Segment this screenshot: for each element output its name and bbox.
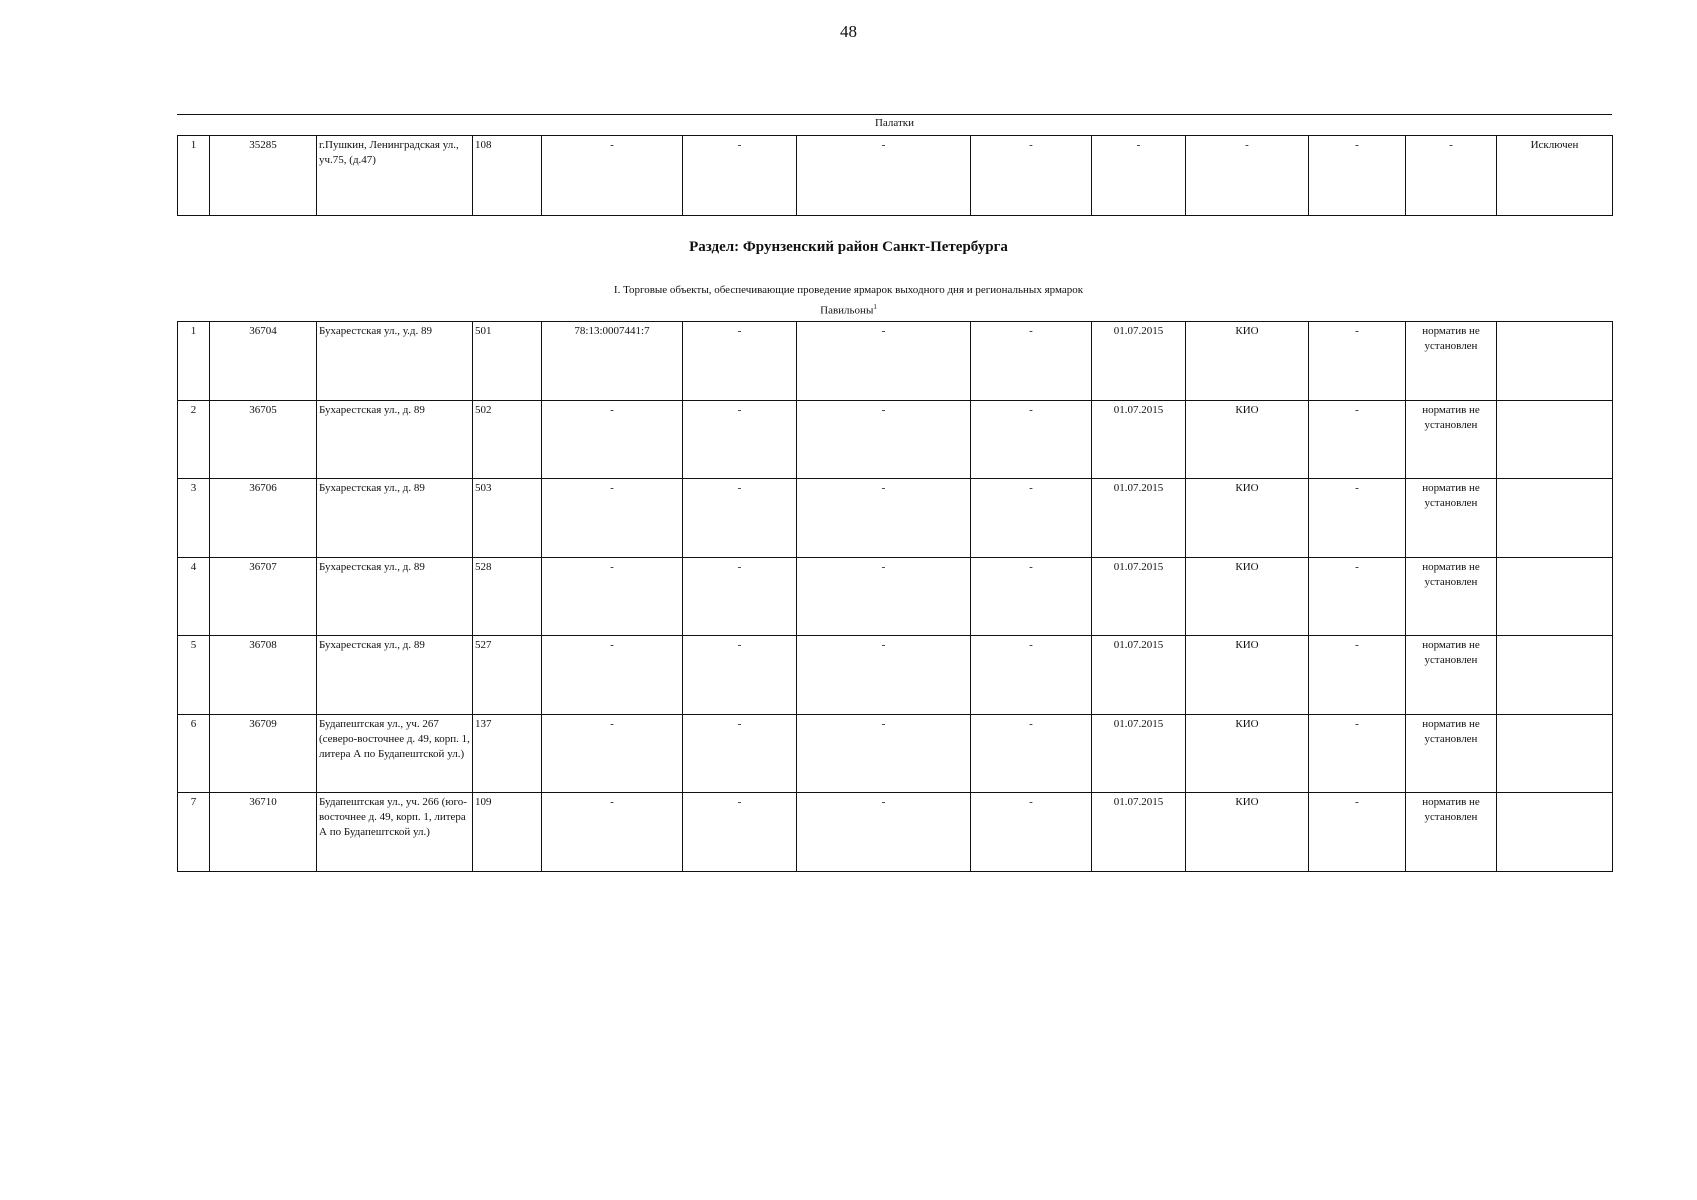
owner-cell: КИО (1186, 793, 1309, 872)
pavilions-label: Павильоны (820, 304, 874, 317)
cell-col6-cell: - (683, 400, 797, 479)
norm-cell: норматив не установлен (1406, 714, 1497, 793)
cadastral-number-cell: - (542, 400, 683, 479)
owner-cell: КИО (1186, 636, 1309, 715)
norm-cell: норматив не установлен (1406, 322, 1497, 401)
norm-cell: норматив не установлен (1406, 400, 1497, 479)
object-id-cell: 36705 (210, 400, 317, 479)
row-number-cell: 2 (178, 400, 210, 479)
cell-col7-cell: - (797, 793, 971, 872)
cell-col6-cell: - (683, 479, 797, 558)
cell-col8-cell: - (971, 136, 1092, 216)
cadastral-number-cell: - (542, 793, 683, 872)
owner-cell: КИО (1186, 322, 1309, 401)
cadastral-number-cell: - (542, 479, 683, 558)
address-cell: Бухарестская ул., у.д. 89 (317, 322, 473, 401)
cell-col8-cell: - (971, 557, 1092, 636)
note-cell (1497, 322, 1613, 401)
cell-col11-cell: - (1309, 479, 1406, 558)
note-cell (1497, 400, 1613, 479)
table-row (178, 636, 1613, 715)
cell-col8-cell: - (971, 400, 1092, 479)
cell-col7-cell: - (797, 136, 971, 216)
owner-cell: - (1186, 136, 1309, 216)
address-cell: Будапештская ул., уч. 267 (северо-восточнее д. 49, корп. 1, литера А по Будапештской ул.) (317, 714, 473, 793)
norm-cell: норматив не установлен (1406, 557, 1497, 636)
cell-col6-cell: - (683, 322, 797, 401)
area-cell: 527 (473, 636, 542, 715)
cell-col8-cell: - (971, 322, 1092, 401)
area-cell: 503 (473, 479, 542, 558)
table-row (178, 714, 1613, 793)
area-cell: 109 (473, 793, 542, 872)
norm-cell: норматив не установлен (1406, 479, 1497, 558)
cell-col11-cell: - (1309, 793, 1406, 872)
address-cell: Бухарестская ул., д. 89 (317, 479, 473, 558)
cell-col7-cell: - (797, 400, 971, 479)
cell-col11-cell: - (1309, 322, 1406, 401)
note-cell (1497, 714, 1613, 793)
cell-col11-cell: - (1309, 400, 1406, 479)
cell-col6-cell: - (683, 793, 797, 872)
cell-col11-cell: - (1309, 557, 1406, 636)
date-cell: 01.07.2015 (1092, 479, 1186, 558)
date-cell: - (1092, 136, 1186, 216)
date-cell: 01.07.2015 (1092, 557, 1186, 636)
date-cell: 01.07.2015 (1092, 714, 1186, 793)
area-cell: 108 (473, 136, 542, 216)
cell-col11-cell: - (1309, 136, 1406, 216)
cell-col11-cell: - (1309, 714, 1406, 793)
cell-col6-cell: - (683, 557, 797, 636)
cell-col7-cell: - (797, 479, 971, 558)
date-cell: 01.07.2015 (1092, 400, 1186, 479)
norm-cell: норматив не установлен (1406, 793, 1497, 872)
cadastral-number-cell: 78:13:0007441:7 (542, 322, 683, 401)
cell-col7-cell: - (797, 714, 971, 793)
cell-col7-cell: - (797, 557, 971, 636)
date-cell: 01.07.2015 (1092, 793, 1186, 872)
cell-col6-cell: - (683, 714, 797, 793)
object-id-cell: 36708 (210, 636, 317, 715)
page-number: 48 (840, 22, 857, 41)
address-cell: Бухарестская ул., д. 89 (317, 400, 473, 479)
section-title: Раздел: Фрунзенский район Санкт-Петербурга (689, 239, 1008, 255)
cell-col6-cell: - (683, 636, 797, 715)
cell-col7-cell: - (797, 636, 971, 715)
note-cell (1497, 636, 1613, 715)
footnote-mark: 1 (873, 303, 877, 311)
object-id-cell: 36710 (210, 793, 317, 872)
owner-cell: КИО (1186, 557, 1309, 636)
pavilions-table (177, 321, 1613, 872)
owner-cell: КИО (1186, 400, 1309, 479)
table-row (178, 400, 1613, 479)
area-cell: 528 (473, 557, 542, 636)
note-cell (1497, 479, 1613, 558)
object-id-cell: 36709 (210, 714, 317, 793)
address-cell: Бухарестская ул., д. 89 (317, 636, 473, 715)
area-cell: 137 (473, 714, 542, 793)
table-row (178, 136, 1613, 216)
note-cell (1497, 557, 1613, 636)
owner-cell: КИО (1186, 714, 1309, 793)
cell-col11-cell: - (1309, 636, 1406, 715)
cell-col6-cell: - (683, 136, 797, 216)
table-row (178, 479, 1613, 558)
note-cell (1497, 793, 1613, 872)
address-cell: Бухарестская ул., д. 89 (317, 557, 473, 636)
tents-table (177, 135, 1613, 216)
object-id-cell: 36706 (210, 479, 317, 558)
tents-subheading: Палатки (874, 117, 915, 129)
area-cell: 502 (473, 400, 542, 479)
row-number-cell: 7 (178, 793, 210, 872)
cadastral-number-cell: - (542, 636, 683, 715)
note-cell: Исключен (1497, 136, 1613, 216)
cell-col8-cell: - (971, 793, 1092, 872)
cell-col8-cell: - (971, 714, 1092, 793)
cell-col7-cell: - (797, 322, 971, 401)
object-id-cell: 36707 (210, 557, 317, 636)
row-number-cell: 3 (178, 479, 210, 558)
cadastral-number-cell: - (542, 714, 683, 793)
area-cell: 501 (473, 322, 542, 401)
date-cell: 01.07.2015 (1092, 322, 1186, 401)
table-row (178, 793, 1613, 872)
row-number-cell: 1 (178, 136, 210, 216)
table-row (178, 322, 1613, 401)
object-id-cell: 35285 (210, 136, 317, 216)
owner-cell: КИО (1186, 479, 1309, 558)
norm-cell: норматив не установлен (1406, 636, 1497, 715)
row-number-cell: 4 (178, 557, 210, 636)
row-number-cell: 6 (178, 714, 210, 793)
cadastral-number-cell: - (542, 557, 683, 636)
norm-cell: - (1406, 136, 1497, 216)
address-cell: г.Пушкин, Ленинградская ул., уч.75, (д.47) (317, 136, 473, 216)
row-number-cell: 1 (178, 322, 210, 401)
cell-col8-cell: - (971, 479, 1092, 558)
object-id-cell: 36704 (210, 322, 317, 401)
cell-col8-cell: - (971, 636, 1092, 715)
cadastral-number-cell: - (542, 136, 683, 216)
table-top-rule (177, 114, 1612, 115)
pavilions-subheading (0, 303, 1697, 317)
table-row (178, 557, 1613, 636)
row-number-cell: 5 (178, 636, 210, 715)
section-subtitle: I. Торговые объекты, обеспечивающие проведение ярмарок выходного дня и региональных ярмарок (613, 284, 1084, 296)
date-cell: 01.07.2015 (1092, 636, 1186, 715)
address-cell: Будапештская ул., уч. 266 (юго-восточнее д. 49, корп. 1, литера А по Будапештской ул.) (317, 793, 473, 872)
